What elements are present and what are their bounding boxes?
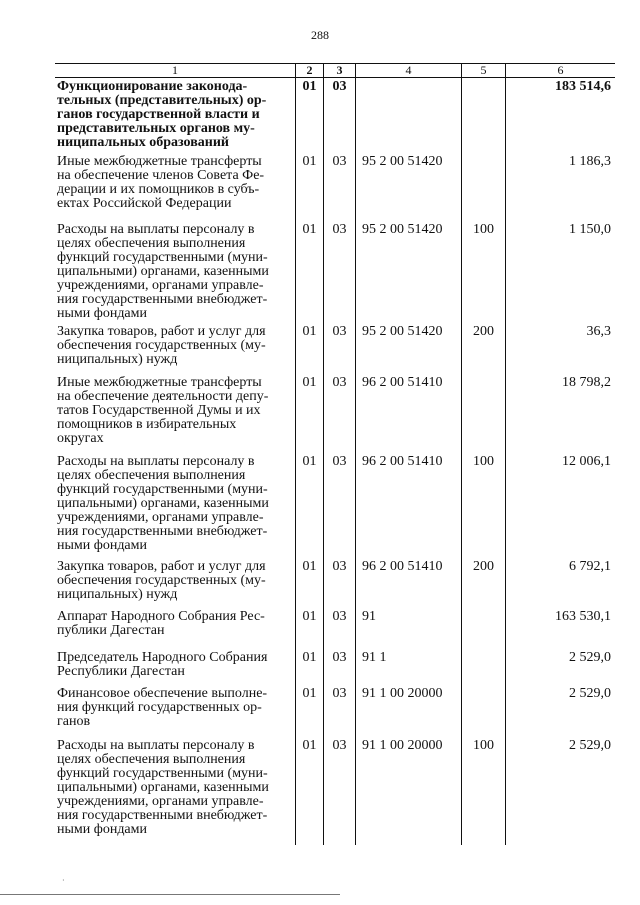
row-name-line: Иные межбюджетные трансферты [57,154,262,169]
row-subsection: 03 [332,324,347,339]
row-amount: 1 186,3 [569,154,611,169]
row-name [57,325,291,367]
row-name-line: ными фондами [57,822,148,837]
row-target-article: 91 1 00 20000 [362,686,443,701]
row-subsection: 03 [332,375,347,390]
column-divider [505,63,506,845]
row-name-line: татов Государственной Думы и их [57,403,261,418]
row-name-line: Аппарат Народного Собрания Рес- [57,609,265,624]
header-col-5: 5 [480,63,487,77]
row-name-line: функций государственными (муни- [57,766,268,781]
row-name-line: ниципальных) нужд [57,587,178,602]
column-divider [295,63,296,845]
row-name-line: обеспечения государственных (му- [57,573,266,588]
row-section: 01 [302,222,317,237]
row-section: 01 [302,154,317,169]
row-target-article: 95 2 00 51420 [362,222,443,237]
row-subsection: 03 [332,79,347,94]
row-subsection: 03 [332,609,347,624]
row-subsection: 03 [332,154,347,169]
row-name-line: целях обеспечения выполнения [57,236,246,251]
row-name-line: учреждениями, органами управле- [57,794,264,809]
row-name-line: ниципальных образований [57,135,229,150]
header-col-1: 1 [172,63,178,77]
row-name [57,155,291,211]
row-section: 01 [302,454,317,469]
row-name-line: функций государственными (муни- [57,482,268,497]
row-name-line: тельных (представительных) ор- [57,93,267,108]
row-expense-type: 100 [473,454,494,469]
row-name-line: функций государственными (муни- [57,250,268,265]
row-section: 01 [302,686,317,701]
page-number: 288 [311,28,329,42]
row-section: 01 [302,79,317,94]
row-section: 01 [302,650,317,665]
row-subsection: 03 [332,738,347,753]
row-name-line: представительных органов му- [57,121,255,136]
row-name-line: ния государственными внебюджет- [57,292,268,307]
row-name-line: Республики Дагестан [57,664,185,679]
row-name-line: помощников в избирательных [57,417,237,432]
row-name-line: ния государственными внебюджет- [57,524,268,539]
row-subsection: 03 [332,650,347,665]
row-expense-type: 100 [473,738,494,753]
row-target-article: 91 1 [362,650,387,665]
row-name-line: ния государственными внебюджет- [57,808,268,823]
row-target-article: 96 2 00 51410 [362,375,443,390]
row-amount: 18 798,2 [562,375,611,390]
row-amount: 1 150,0 [569,222,611,237]
row-amount: 36,3 [586,324,611,339]
row-section: 01 [302,609,317,624]
row-name [57,687,291,729]
row-target-article: 95 2 00 51420 [362,154,443,169]
header-col-4: 4 [405,63,412,77]
row-amount: 2 529,0 [569,686,611,701]
row-target-article: 91 1 00 20000 [362,738,443,753]
footer-divider [0,894,340,895]
row-name [57,651,291,679]
row-name [57,560,291,602]
budget-table [55,63,615,845]
row-target-article: 91 [362,609,376,624]
row-name-line: Закупка товаров, работ и услуг для [57,324,266,339]
row-name-line: ниципальных) нужд [57,352,178,367]
row-name-line: ния функций государственных ор- [57,700,262,715]
row-name-line: ганов [57,714,91,729]
row-name [57,739,291,837]
row-name-line: публики Дагестан [57,623,165,638]
row-name [57,376,291,446]
row-subsection: 03 [332,686,347,701]
row-name-line: Функционирование законода- [57,79,248,94]
row-expense-type: 200 [473,559,494,574]
row-name-line: Расходы на выплаты персоналу в [57,222,255,237]
row-section: 01 [302,324,317,339]
column-divider [323,63,324,845]
row-name [57,223,291,321]
row-target-article: 96 2 00 51410 [362,559,443,574]
row-section: 01 [302,559,317,574]
table-header [55,63,615,78]
row-name [57,610,291,638]
row-name-line: ектах Российской Федерации [57,196,232,211]
row-name [57,455,291,553]
row-name-line: Расходы на выплаты персоналу в [57,738,255,753]
row-name-line: ципальными) органами, казенными [57,780,269,795]
row-amount: 183 514,6 [555,79,611,94]
column-divider [461,63,462,845]
row-expense-type: 200 [473,324,494,339]
row-name-line: на обеспечение деятельности депу- [57,389,269,404]
row-name-line: Закупка товаров, работ и услуг для [57,559,266,574]
row-expense-type: 100 [473,222,494,237]
row-name-line: Иные межбюджетные трансферты [57,375,262,390]
row-name-line: дерации и их помощников в субъ- [57,182,260,197]
row-target-article: 95 2 00 51420 [362,324,443,339]
row-amount: 2 529,0 [569,650,611,665]
footer-mark: · [62,876,65,885]
row-name-line: Расходы на выплаты персоналу в [57,454,255,469]
row-section: 01 [302,738,317,753]
row-name-line: округах [57,431,104,446]
row-name-line: обеспечения государственных (му- [57,338,266,353]
row-name-line: ными фондами [57,306,148,321]
header-col-6: 6 [557,63,564,77]
row-name-line: Председатель Народного Собрания [57,650,268,665]
row-subsection: 03 [332,454,347,469]
row-amount: 163 530,1 [555,609,611,624]
header-col-3: 3 [336,63,343,77]
row-subsection: 03 [332,559,347,574]
header-col-2: 2 [306,63,313,77]
row-subsection: 03 [332,222,347,237]
row-name-line: ципальными) органами, казенными [57,496,269,511]
row-name-line: Финансовое обеспечение выполне- [57,686,268,701]
column-divider [355,63,356,845]
row-section: 01 [302,375,317,390]
row-name-line: ганов государственной власти и [57,107,260,122]
row-amount: 6 792,1 [569,559,611,574]
row-name-line: на обеспечение членов Совета Фе- [57,168,265,183]
row-name-line: учреждениями, органами управле- [57,278,264,293]
row-name-line: учреждениями, органами управле- [57,510,264,525]
row-amount: 12 006,1 [562,454,611,469]
row-name-line: ципальными) органами, казенными [57,264,269,279]
row-name [57,80,291,150]
row-name-line: целях обеспечения выполнения [57,752,246,767]
row-amount: 2 529,0 [569,738,611,753]
row-name-line: ными фондами [57,538,148,553]
row-name-line: целях обеспечения выполнения [57,468,246,483]
row-target-article: 96 2 00 51410 [362,454,443,469]
